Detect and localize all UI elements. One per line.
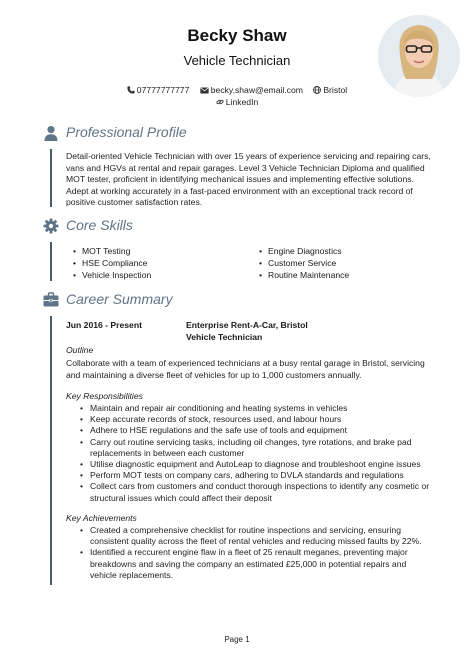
person-icon bbox=[43, 125, 59, 141]
responsibilities-list bbox=[90, 403, 435, 504]
contact-email[interactable]: becky.shaw@email.com bbox=[200, 85, 306, 95]
list-item: • Utilise diagnostic equipment and AutoLeap to diagnose and troubleshoot engine issues bbox=[90, 459, 435, 470]
outline-text: Collaborate with a team of experienced technicians at a busy rental garage in Bristol, servicing and maintaining a diverse fleet of vehicles for up to 1,000 customers annually. bbox=[66, 358, 425, 380]
contact-linkedin[interactable]: LinkedIn bbox=[216, 97, 259, 107]
list-item: • Created a comprehensive checklist for routine inspections and servicing, ensuring consistent quality across the fleet of rental vehicles and reducing missed faults by 22%. bbox=[90, 525, 435, 547]
profile-text: Detail-oriented Vehicle Technician with over 15 years of experience servicing and repairing cars, vans and HGVs at rental and repair garages. Level 3 Vehicle Technician Diploma and qualified MOT tester, proficient in identifying mechanical issues and implementing effective solutions. Adept at working accurately in a fast-paced environment with an exceptional track record of positive customer satisfaction rates. bbox=[66, 151, 431, 208]
skill-item: • HSE Compliance bbox=[82, 257, 151, 269]
globe-icon bbox=[313, 86, 321, 94]
outline-heading: Outline bbox=[66, 345, 94, 355]
list-item: • Perform MOT tests on company cars, adhering to DVLA standards and regulations bbox=[90, 470, 435, 481]
list-item: • Identified a reccurent engine flaw in a fleet of 25 renault meganes, preventing major breakdowns and saving the company an estimated £25,000 in potential repairs and vehicle replacements. bbox=[90, 547, 435, 581]
skills-column-2 bbox=[268, 245, 349, 281]
skill-item: • Engine Diagnostics bbox=[268, 245, 349, 257]
achievements-list bbox=[90, 525, 435, 581]
list-item: • Adhere to HSE regulations and the safe use of tools and equipment bbox=[90, 425, 435, 436]
skills-section-title: Core Skills bbox=[66, 217, 133, 233]
phone-icon bbox=[127, 86, 135, 94]
envelope-icon bbox=[200, 87, 209, 94]
contact-line-2 bbox=[0, 97, 474, 107]
skill-item: • Routine Maintenance bbox=[268, 269, 349, 281]
skill-item: • MOT Testing bbox=[82, 245, 151, 257]
career-section-title: Career Summary bbox=[66, 291, 173, 307]
page-number: Page 1 bbox=[224, 635, 250, 644]
job-dates: Jun 2016 - Present bbox=[66, 320, 142, 330]
candidate-name: Becky Shaw bbox=[187, 26, 287, 45]
skill-item: • Customer Service bbox=[268, 257, 349, 269]
job-role: Vehicle Technician bbox=[186, 331, 263, 342]
profile-rail bbox=[50, 149, 52, 207]
skills-rail bbox=[50, 242, 52, 281]
gear-icon bbox=[43, 218, 59, 234]
contact-phone: 07777777777 bbox=[127, 85, 192, 95]
profile-photo bbox=[378, 15, 460, 97]
briefcase-icon bbox=[43, 292, 59, 308]
candidate-job-title: Vehicle Technician bbox=[183, 53, 291, 68]
list-item: • Maintain and repair air conditioning and heating systems in vehicles bbox=[90, 403, 435, 414]
list-item: • Collect cars from customers and conduct thorough inspections to identify any cosmetic or structural issues which could affect their deposit bbox=[90, 481, 435, 503]
job-employer-block bbox=[186, 320, 308, 343]
career-rail bbox=[50, 316, 52, 585]
skills-column-1 bbox=[82, 245, 151, 281]
responsibilities-heading: Key Responsibilities bbox=[66, 391, 143, 401]
skill-item: • Vehicle Inspection bbox=[82, 269, 151, 281]
contact-location: Bristol bbox=[313, 85, 347, 95]
achievements-heading: Key Achievements bbox=[66, 513, 137, 523]
list-item: • Keep accurate records of stock, resources used, and labour hours bbox=[90, 414, 435, 425]
list-item: • Carry out routine servicing tasks, including oil changes, tyre rotations, and brake pad replacements in between each customer bbox=[90, 437, 435, 459]
profile-section-title: Professional Profile bbox=[66, 124, 187, 140]
job-employer: Enterprise Rent-A-Car, Bristol bbox=[186, 320, 308, 330]
link-icon bbox=[216, 98, 224, 106]
